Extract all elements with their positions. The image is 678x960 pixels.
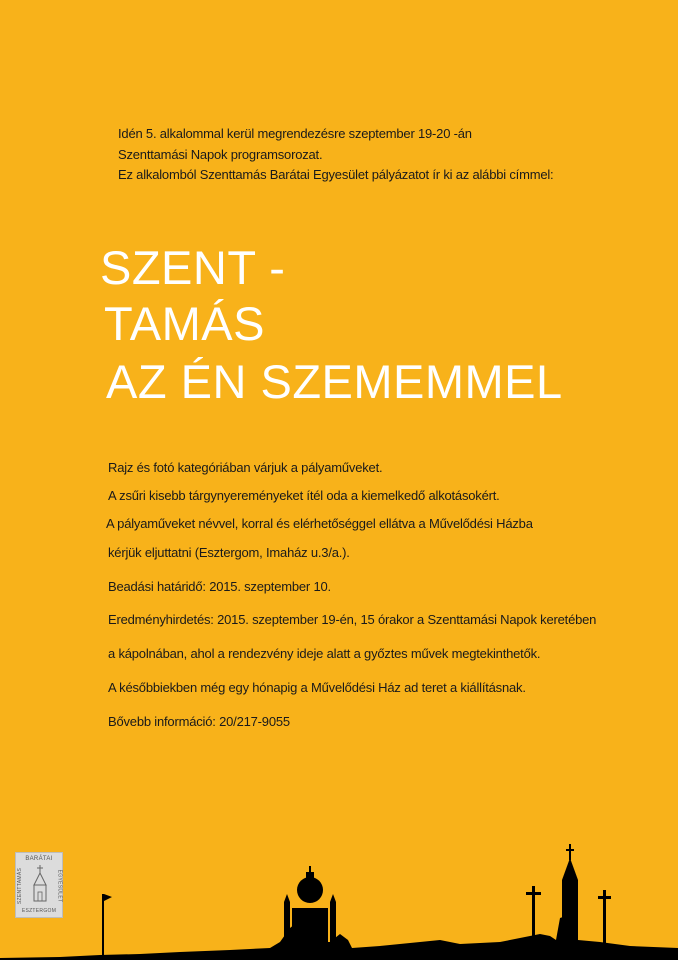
- intro-line: Idén 5. alkalommal kerül megrendezésre szeptember 19-20 -án: [118, 126, 472, 141]
- exhibition-line: A későbbiekben még egy hónapig a Művelődési Ház ad teret a kiállításnak.: [108, 680, 526, 695]
- intro-text: [118, 124, 553, 186]
- intro-line: Szenttamási Napok programsorozat.: [118, 146, 323, 162]
- details-line: kérjük eljuttatni (Esztergom, Imaház u.3/a.).: [108, 545, 350, 560]
- info-line: Bővebb információ: 20/217-9055: [108, 714, 290, 729]
- title-line-2: TAMÁS: [104, 297, 265, 350]
- logo-text-bottom: ESZTERGOM: [21, 908, 57, 914]
- logo-text-left: SZENTTAMÁS: [17, 867, 24, 905]
- details-line: A pályaműveket névvel, korral és elérhetőséggel ellátva a Művelődési Házba: [106, 516, 533, 531]
- intro-line: Ez alkalomból Szenttamás Barátai Egyesület pályázatot ír ki az alábbi címmel:: [118, 167, 554, 182]
- deadline-line: Beadási határidő: 2015. szeptember 10.: [108, 579, 331, 594]
- logo-text-top: BARÁTAI: [25, 856, 53, 862]
- title-line-1: SZENT -: [100, 241, 286, 294]
- city-skyline-silhouette: [0, 830, 678, 960]
- details-line: Rajz és fotó kategóriában várjuk a pályaműveket.: [108, 460, 383, 475]
- title-line-3: AZ ÉN SZEMEMMEL: [106, 355, 563, 408]
- logo-text-right: EGYESÜLET: [56, 869, 63, 903]
- results-line: Eredményhirdetés: 2015. szeptember 19-én, 15 órakor a Szenttamási Napok keretében: [108, 612, 597, 627]
- chapel-line: a kápolnában, ahol a rendezvény ideje alatt a győztes művek megtekinthetők.: [108, 646, 541, 661]
- details-line: A zsűri kisebb tárgynyereményeket ítél oda a kiemelkedő alkotásokért.: [108, 488, 500, 503]
